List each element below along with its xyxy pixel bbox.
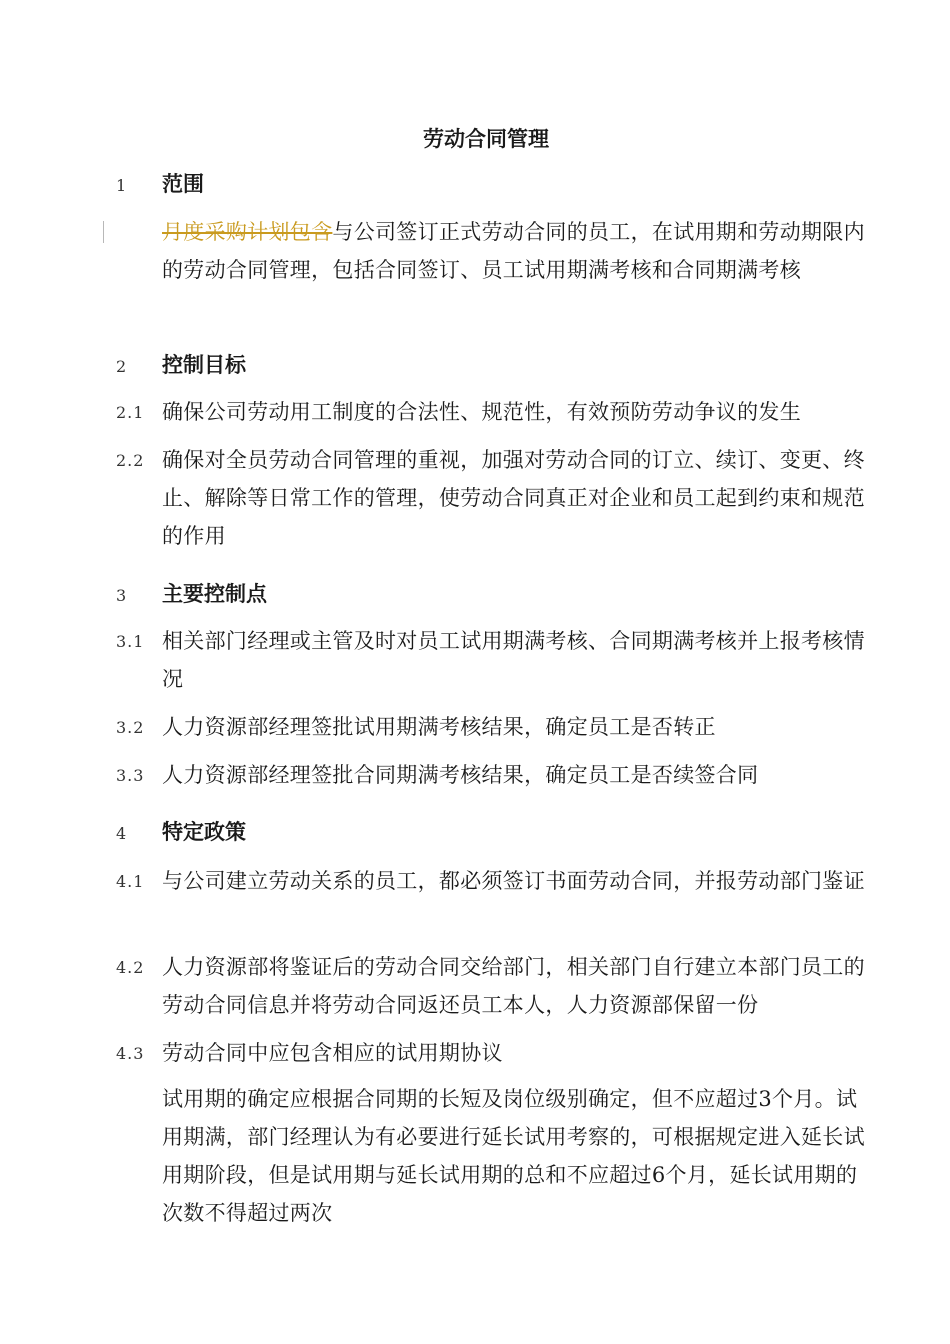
section-2-heading: 控制目标 bbox=[162, 353, 246, 377]
item-3-1-text: 相关部门经理或主管及时对员工试用期满考核、合同期满考核并上报考核情况 bbox=[162, 629, 865, 691]
item-3-1-number: 3.1 bbox=[116, 632, 145, 651]
item-4-1-number: 4.1 bbox=[116, 872, 145, 891]
section-3-heading: 主要控制点 bbox=[162, 582, 267, 606]
item-4-3-number: 4.3 bbox=[116, 1044, 145, 1063]
section-3-number: 3 bbox=[116, 586, 128, 605]
document-title: 劳动合同管理 bbox=[423, 127, 549, 151]
section-1-number: 1 bbox=[116, 176, 128, 195]
item-3-3-text: 人力资源部经理签批合同期满考核结果，确定员工是否续签合同 bbox=[162, 763, 759, 787]
section-1-body bbox=[162, 213, 874, 289]
item-3-3-number: 3.3 bbox=[116, 766, 145, 785]
item-4-3-text: 劳动合同中应包含相应的试用期协议 bbox=[162, 1041, 503, 1065]
item-2-2-text: 确保对全员劳动合同管理的重视，加强对劳动合同的订立、续订、变更、终止、解除等日常工作的管理，使劳动合同真正对企业和员工起到约束和规范的作用 bbox=[162, 448, 865, 548]
section-1-body-text: 与公司签订正式劳动合同的员工，在试用期和劳动期限内的劳动合同管理，包括合同签订、员工试用期满考核和合同期满考核 bbox=[162, 220, 865, 282]
section-1-heading: 范围 bbox=[162, 172, 204, 196]
item-3-2-number: 3.2 bbox=[116, 718, 145, 737]
track-change-bar bbox=[103, 221, 104, 243]
item-2-1-number: 2.1 bbox=[116, 403, 145, 422]
section-4-heading: 特定政策 bbox=[162, 820, 246, 844]
section-2-number: 2 bbox=[116, 357, 128, 376]
item-2-2-number: 2.2 bbox=[116, 451, 145, 470]
item-4-2-text: 人力资源部将鉴证后的劳动合同交给部门，相关部门自行建立本部门员工的劳动合同信息并将劳动合同返还员工本人，人力资源部保留一份 bbox=[162, 955, 865, 1017]
section-4-number: 4 bbox=[116, 824, 128, 843]
item-3-2-text: 人力资源部经理签批试用期满考核结果，确定员工是否转正 bbox=[162, 715, 716, 739]
deleted-text: 月度采购计划包含 bbox=[162, 220, 333, 244]
item-4-1-text: 与公司建立劳动关系的员工，都必须签订书面劳动合同，并报劳动部门鉴证 bbox=[162, 869, 865, 893]
section-4-note: 试用期的确定应根据合同期的长短及岗位级别确定，但不应超过3个月。试用期满，部门经理认为有必要进行延长试用考察的，可根据规定进入延长试用期阶段，但是试用期与延长试用期的总和不应超过6个月，延长试用期的次数不得超过两次 bbox=[162, 1087, 865, 1225]
item-2-1-text: 确保公司劳动用工制度的合法性、规范性，有效预防劳动争议的发生 bbox=[162, 400, 801, 424]
item-4-2-number: 4.2 bbox=[116, 958, 145, 977]
